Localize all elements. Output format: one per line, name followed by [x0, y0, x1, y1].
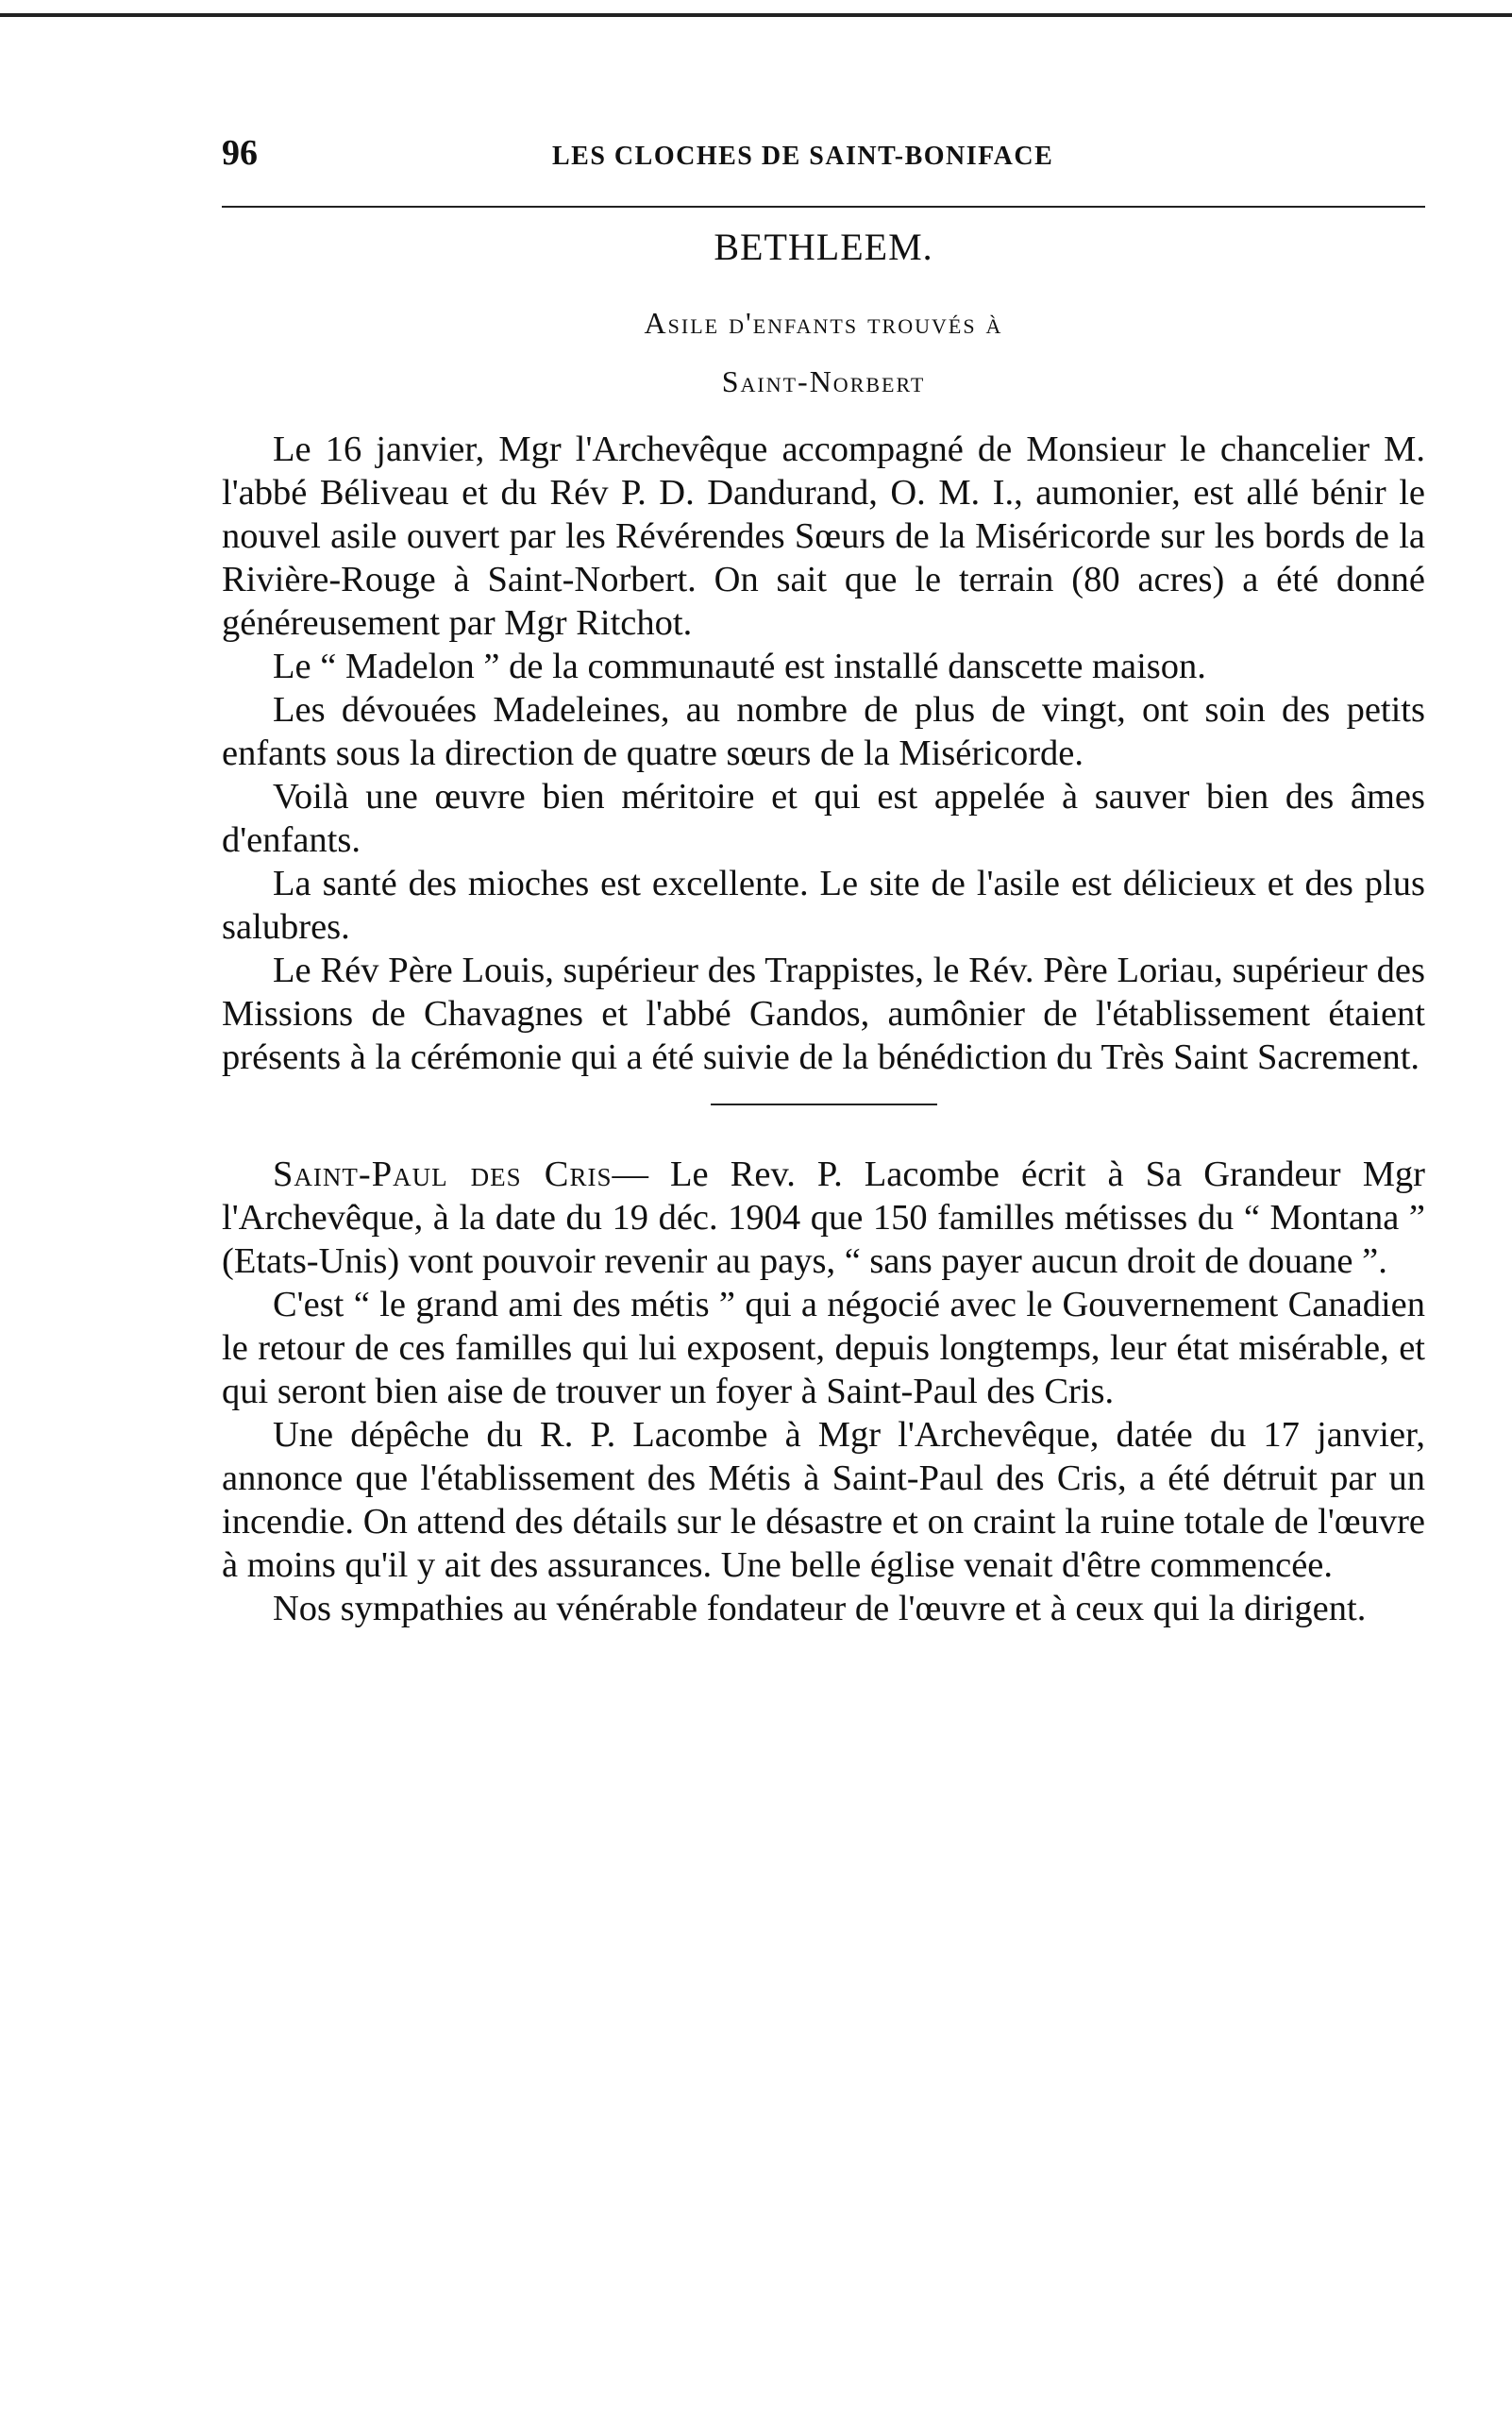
running-head: LES CLOCHES DE SAINT-BONIFACE	[552, 142, 1054, 171]
top-border-rule	[0, 0, 1512, 17]
section-subtitle-line-2: Saint-Norbert	[721, 364, 926, 398]
section2-lead-rest: — Le Rev. P. Lacombe écrit à Sa Grandeur Mgr l'Archevêque, à la date du 19 déc. 1904 que 150 familles métisses du “ Montana ” (Etats-Unis) vont pouvoir revenir au pays, “ sans payer aucun droit de douane ”.	[222, 1154, 1425, 1281]
paragraph: La santé des mioches est excellente. Le site de l'asile est délicieux et des plus salubres.	[222, 864, 1425, 947]
page	[222, 132, 1425, 1630]
section1-body	[222, 428, 1425, 1079]
page-number: 96	[222, 133, 258, 173]
paragraph: Le Rév Père Louis, supérieur des Trappistes, le Rév. Père Loriau, supérieur des Missions de Chavagnes et l'abbé Gandos, aumônier de l'établissement étaient présents à la cérémonie qui a été suivie de la bénédiction du Très Saint Sacrement.	[222, 951, 1425, 1077]
section2-body	[222, 1153, 1425, 1630]
paragraph-lead	[222, 1153, 1425, 1283]
paragraph: Une dépêche du R. P. Lacombe à Mgr l'Archevêque, datée du 17 janvier, annonce que l'établissement des Métis à Saint-Paul des Cris, a été détruit par un incendie. On attend des détails sur le désastre et on craint la ruine totale de l'œuvre à moins qu'il y ait des assurances. Une belle église venait d'être commencée.	[222, 1415, 1425, 1585]
section-divider	[711, 1104, 937, 1105]
paragraph: Le “ Madelon ” de la communauté est installé danscette maison.	[273, 647, 1206, 686]
paragraph: C'est “ le grand ami des métis ” qui a négocié avec le Gouvernement Canadien le retour de ces familles qui lui exposent, depuis longtemps, leur état misérable, et qui seront bien aise de trouver un foyer à Saint-Paul des Cris.	[222, 1285, 1425, 1411]
header-rule	[222, 206, 1425, 208]
paragraph: Les dévouées Madeleines, au nombre de plus de vingt, ont soin des petits enfants sous la direction de quatre sœurs de la Miséricorde.	[222, 690, 1425, 773]
section-title: BETHLEEM.	[714, 226, 933, 268]
section-subtitle-line-1: Asile d'enfants trouvés à	[644, 306, 1003, 340]
paragraph: Le 16 janvier, Mgr l'Archevêque accompagné de Monsieur le chancelier M. l'abbé Béliveau et du Rév P. D. Dandurand, O. M. I., aumonier, est allé bénir le nouvel asile ouvert par les Révérendes Sœurs de la Miséricorde sur les bords de la Rivière-Rouge à Saint-Norbert. On sait que le terrain (80 acres) a été donné généreusement par Mgr Ritchot.	[222, 430, 1425, 643]
paragraph: Nos sympathies au vénérable fondateur de l'œuvre et à ceux qui la dirigent.	[273, 1589, 1367, 1628]
section2-lead: Saint-Paul des Cris	[273, 1154, 613, 1194]
page-header	[222, 132, 1425, 179]
paragraph: Voilà une œuvre bien méritoire et qui est appelée à sauver bien des âmes d'enfants.	[222, 777, 1425, 860]
